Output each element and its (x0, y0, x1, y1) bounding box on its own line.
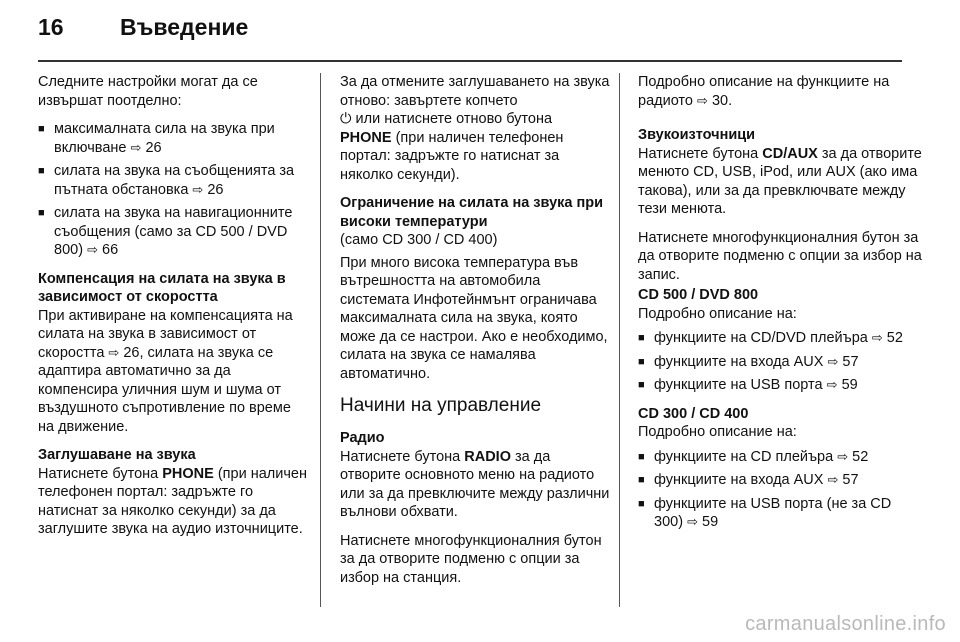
list-item: ■ силата на звука на съобщенията за пътната обстановка ⇨ 26 (38, 162, 310, 199)
section-heading-cd300: CD 300 / CD 400 (638, 405, 749, 422)
page-ref[interactable]: 30. (711, 92, 733, 109)
page-number: 16 (38, 14, 64, 40)
radio-paragraph: Натиснете бутона RADIO за да отворите основното меню на радиото или за да превключите между различни вълнови обхвати. (340, 448, 610, 520)
radio-detail-paragraph: Подробно описание на функциите на радиото ⇨ 30. (638, 74, 890, 109)
header-rule (38, 60, 902, 62)
phone-button-label: PHONE (340, 129, 392, 146)
page-ref[interactable]: 52 (852, 448, 869, 465)
limit-models: (само CD 300 / CD 400) (340, 232, 498, 248)
page-ref[interactable]: 59 (841, 377, 858, 393)
list-item: ■ функциите на USB порта ⇨ 59 (638, 376, 922, 395)
list-item: ■ функциите на CD плейъра ⇨ 52 (638, 448, 922, 467)
watermark: carmanualsonline.info (745, 613, 946, 635)
cd500-intro: Подробно описание на: (638, 305, 797, 322)
section-heading-sources: Звукоизточници (638, 127, 756, 143)
column-2 (340, 73, 612, 597)
page-ref[interactable]: 66 (102, 242, 119, 258)
settings-list (38, 120, 310, 260)
arrow-icon: ⇨ (826, 377, 838, 392)
page-title: Въведение (120, 14, 249, 40)
page-ref[interactable]: 26 (123, 344, 140, 361)
arrow-icon: ⇨ (87, 242, 98, 257)
column-divider-1 (320, 73, 321, 607)
page-ref[interactable]: 52 (886, 330, 903, 346)
page-header (38, 14, 248, 50)
section-heading-limit: Ограничение на силата на звука при високи температури (340, 195, 604, 230)
arrow-icon: ⇨ (827, 472, 839, 487)
intro-text: Следните настройки могат да се извършат поотделно: (38, 74, 258, 109)
arrow-icon: ⇨ (192, 181, 204, 197)
arrow-icon: ⇨ (130, 139, 142, 155)
list-item: ■ силата на звука на навигационните съобщения (само за CD 500 / DVD 800) ⇨ 66 (38, 204, 310, 260)
unmute-paragraph: За да отмените заглушаването на звука отново: завъртете копчето ⏻ или натиснете отново бутона PHONE (при наличен телефонен портал: задръжте го натиснат за няколко секунди). (340, 74, 610, 183)
arrow-icon: ⇨ (837, 448, 849, 464)
limit-paragraph: При много висока температура във вътрешността на автомобила системата Инфотейнмънт ограничава максималната сила на звука, която може да се настрои. Ако е необходимо, силата на звука се намалява автоматично. (340, 254, 608, 382)
phone-button-label: PHONE (162, 465, 214, 482)
list-item: ■ функциите на входа AUX ⇨ 57 (638, 353, 922, 372)
page-ref[interactable]: 57 (842, 353, 859, 370)
arrow-icon: ⇨ (687, 514, 698, 529)
speed-paragraph: При активиране на компенсацията на силата на звука в зависимост от скоростта ⇨ 26, силата на звука се адаптира автоматично за да компенсира уличния шум и шума от въздушното съпротивление по време на движение. (38, 307, 293, 435)
page-ref[interactable]: 57 (842, 472, 859, 488)
page-ref[interactable]: 26 (207, 181, 224, 198)
mute-paragraph: Натиснете бутона PHONE (при наличен телефонен портал: задръжте го натиснат за няколко секунди) за да заглушите звука на аудио източниците. (38, 465, 307, 537)
column-3 (638, 73, 922, 542)
list-item: ■ функциите на входа AUX ⇨ 57 (638, 471, 922, 490)
section-heading-mute: Заглушаване на звука (38, 447, 196, 463)
cd300-list (638, 448, 922, 532)
sources-paragraph: Натиснете бутона CD/AUX за да отворите менюто CD, USB, iPod, или AUX (ако има такова), или за да превключвате между тези менюта. (638, 145, 922, 217)
cdaux-button-label: CD/AUX (762, 145, 818, 162)
arrow-icon: ⇨ (697, 92, 708, 108)
radio-submenu-paragraph: Натиснете многофункционалния бутон за да отворите подменю с опции за избор на станция. (340, 532, 602, 586)
section-heading-radio: Радио (340, 430, 385, 446)
column-divider-2 (619, 73, 620, 607)
cd500-list (638, 329, 922, 395)
sources-submenu-paragraph: Натиснете многофункционалния бутон за да отворите подменю с опции за избор на запис. (638, 229, 922, 283)
arrow-icon: ⇨ (827, 353, 839, 369)
arrow-icon: ⇨ (871, 330, 883, 345)
section-heading-speed: Компенсация на силата на звука в зависимост от скоростта (38, 270, 286, 305)
page-ref[interactable]: 59 (702, 514, 719, 530)
column-1 (38, 73, 310, 549)
power-knob-icon: ⏻ (340, 111, 352, 127)
list-item: ■ максималната сила на звука при включване ⇨ 26 (38, 120, 310, 157)
section-heading-cd500: CD 500 / DVD 800 (638, 287, 759, 303)
section-heading-controls: Начини на управление (340, 395, 542, 416)
page-ref[interactable]: 26 (145, 139, 162, 156)
radio-button-label: RADIO (464, 448, 511, 465)
list-item: ■ функциите на USB порта (не за CD 300) ⇨ 59 (638, 495, 922, 532)
arrow-icon: ⇨ (108, 344, 120, 360)
list-item: ■ функциите на CD/DVD плейъра ⇨ 52 (638, 329, 922, 348)
cd300-intro: Подробно описание на: (638, 424, 797, 440)
